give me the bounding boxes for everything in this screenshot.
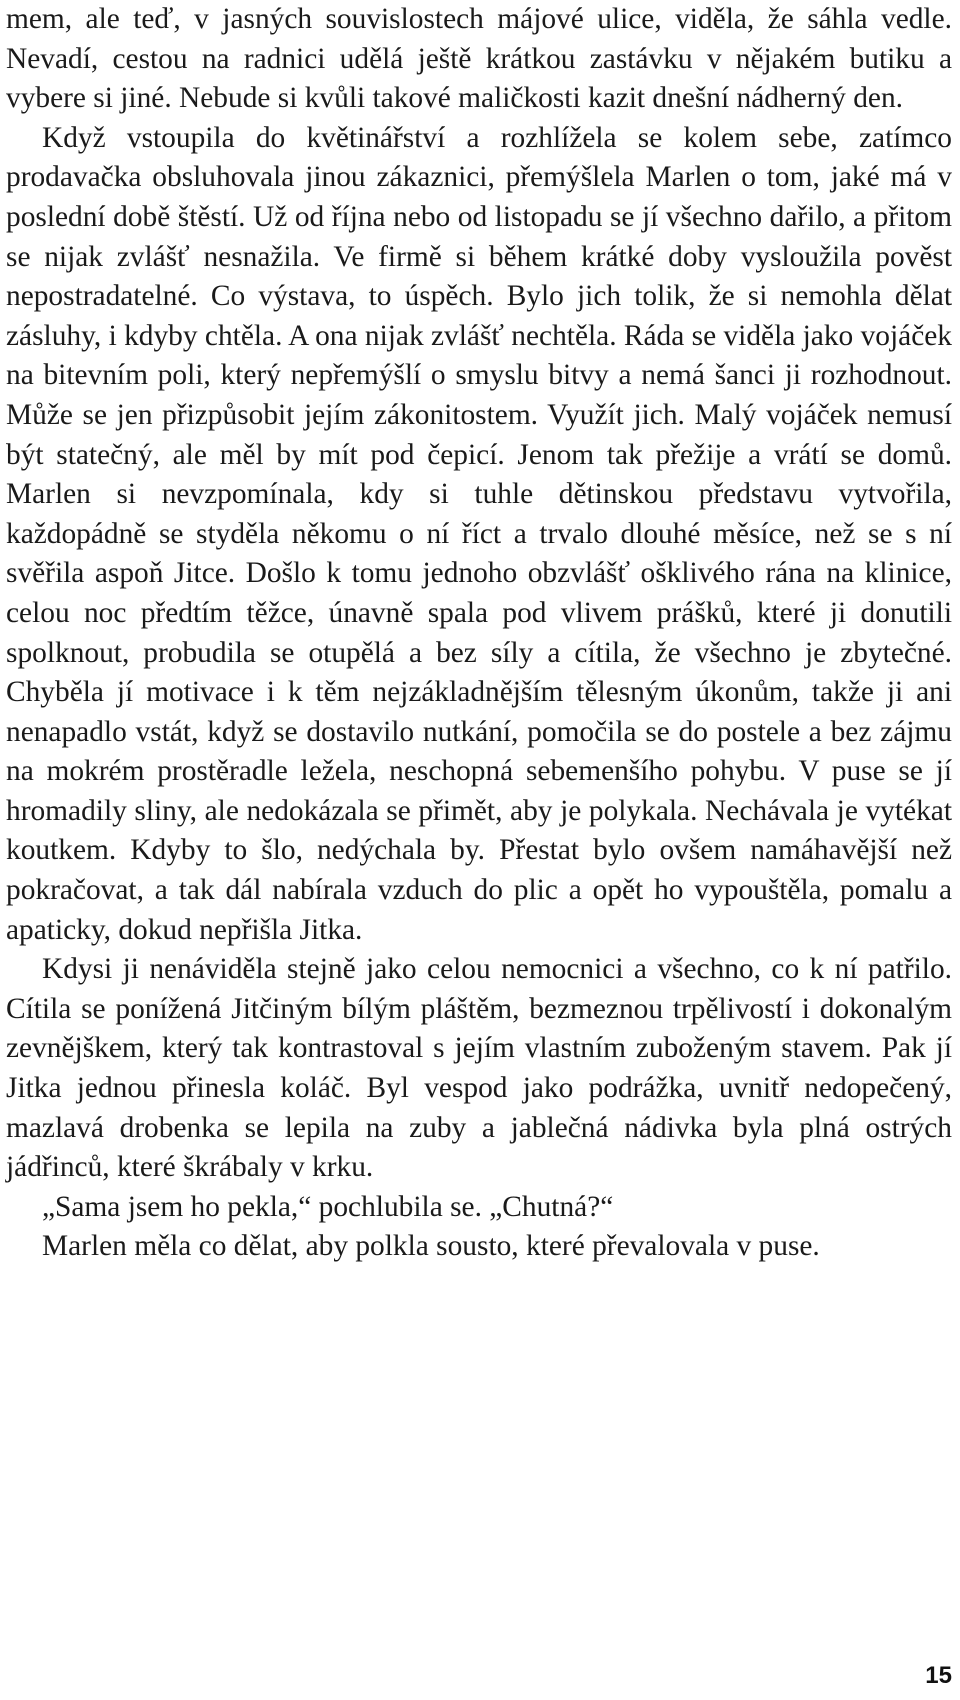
paragraph-florist: Když vstoupila do květinářství a rozhlížela se kolem sebe, zatímco prodavačka obsluhovala jinou zákaznici, přemýšlela Marlen o tom, jaké má v poslední době štěstí. Už od října nebo od listopadu se jí všechno dařilo, a přitom se nijak zvlášť nesnažila. Ve firmě si během krátké doby vysloužila pověst nepostradatelné. Co výstava, to úspěch. Bylo jich tolik, že si nemohla dělat zásluhy, i kdyby chtěla. A ona nijak zvlášť nechtěla. Ráda se viděla jako vojáček na bitevním poli, který nepřemýšlí o smyslu bitvy a nemá šanci ji rozhodnout. Může se jen přizpůsobit jejím zákonitostem. Využít jich. Malý vojáček nemusí být statečný, ale měl by mít pod čepicí. Jenom tak přežije a vrátí se domů. Marlen si nevzpomínala, kdy si tuhle dětinskou představu vytvořila, každopádně se styděla někomu o ní říct a trvalo dlouhé měsíce, než se s ní svěřila aspoň Jitce. Došlo k tomu jednoho obzvlášť ošklivého rána na klinice, celou noc předtím těžce, únavně spala pod vlivem prášků, které ji donutili spolknout, probudila se otupělá a bez síly a cítila, že všechno je zbytečné. Chyběla jí motivace i k těm nejzákladnějším tělesným úkonům, takže ji ani nenapadlo vstát, když se dostavilo nutkání, pomočila se do postele a bez zájmu na mokrém prostěradle ležela, neschopná sebemenšího pohybu. V puse se jí hromadily sliny, ale nedokázala se přimět, aby je polykala. Nechávala je vytékat koutkem. Kdyby to šlo, nedýchala by. Přestat bylo ovšem namáhavější než pokračovat, a tak dál nabírala vzduch do plic a opět ho vypouštěla, pomalu a apaticky, dokud nepřišla Jitka. <box>6 121 952 946</box>
body-text <box>6 0 952 1267</box>
paragraph-hospital: Kdysi ji nenáviděla stejně jako celou nemocnici a všechno, co k ní patřilo. Cítila se ponížená Jitčiným bílým pláštěm, bezmeznou trpělivostí i dokonalým zevnějškem, který tak kontrastoval s jejím vlastním zuboženým stavem. Pak jí Jitka jednou přinesla koláč. Byl vespod jako podrážka, uvnitř nedopečený, mazlavá drobenka se lepila na zuby a jablečná nádivka byla plná ostrých jádřinců, které škrábaly v krku. <box>6 953 952 1184</box>
paragraph-final: Marlen měla co dělat, aby polkla sousto, které převalovala v puse. <box>42 1230 820 1263</box>
paragraph-dialogue: „Sama jsem ho pekla,“ pochlubila se. „Chutná?“ <box>42 1190 614 1223</box>
page-number: 15 <box>925 1662 952 1689</box>
paragraph-continuation: mem, ale teď, v jasných souvislostech májové ulice, viděla, že sáhla vedle. Nevadí, cestou na radnici udělá ještě krátkou zastávku v nějakém butiku a vybere si jiné. Nebude si kvůli takové maličkosti kazit dnešní nádherný den. <box>6 3 952 115</box>
